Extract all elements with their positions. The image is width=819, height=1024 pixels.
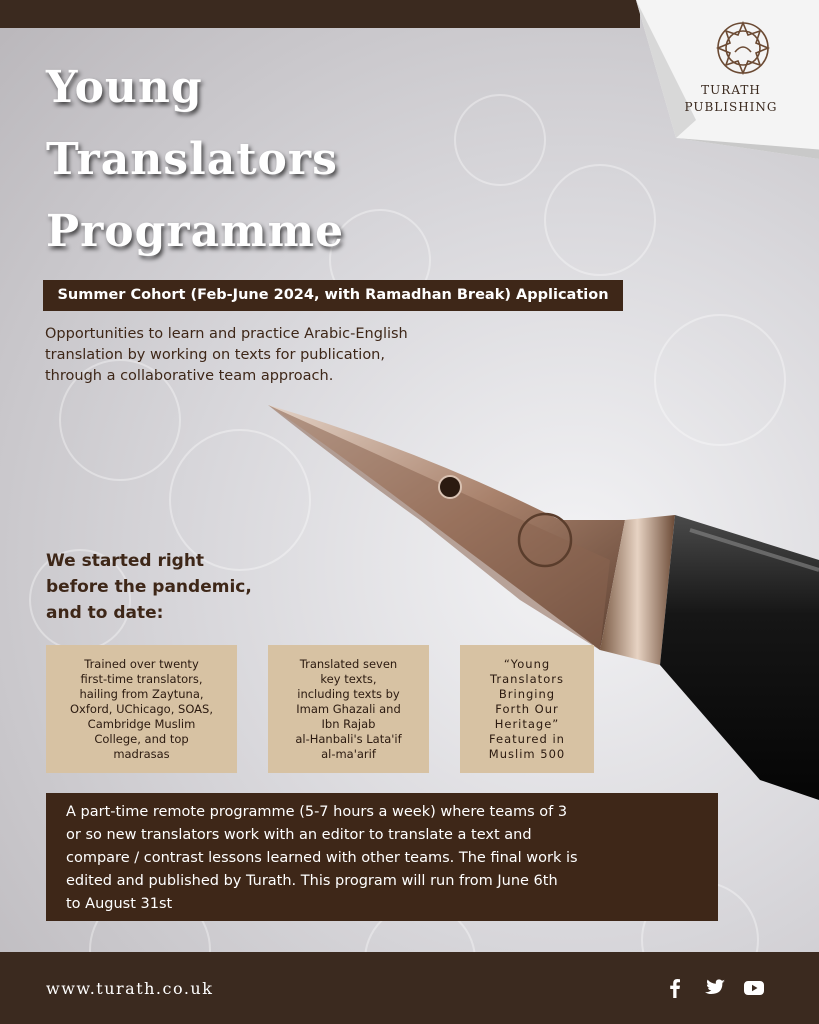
started-heading <box>46 548 276 626</box>
youtube-icon[interactable] <box>741 977 767 999</box>
title-line: Young <box>46 62 203 113</box>
stat-line: madrasas <box>113 747 170 761</box>
stat-line: Cambridge Muslim <box>87 717 196 731</box>
footer-bar <box>0 952 819 1024</box>
stat-line: first-time translators, <box>80 672 203 686</box>
stat-box-trained <box>46 645 237 773</box>
intro-line: translation by working on texts for publication, <box>45 347 385 363</box>
twitter-icon[interactable] <box>701 977 727 999</box>
stat-box-featured <box>460 645 594 773</box>
intro-line: Opportunities to learn and practice Arabic-English <box>45 326 408 342</box>
started-line: We started right <box>46 551 205 571</box>
programme-description <box>46 793 718 921</box>
brand-name-line: TURATH <box>701 83 761 97</box>
description-line: to August 31st <box>66 896 173 912</box>
stat-line: Ibn Rajab <box>321 717 376 731</box>
stat-line: hailing from Zaytuna, <box>79 687 204 701</box>
stat-line: al-Hanbali's Lata'if <box>295 732 402 746</box>
stat-line: Heritage” <box>494 717 560 731</box>
stat-line: Bringing <box>498 687 556 701</box>
cohort-banner: Summer Cohort (Feb-June 2024, with Ramadhan Break) Application <box>43 280 623 311</box>
stat-line: College, and top <box>94 732 189 746</box>
stat-box-translated <box>268 645 429 773</box>
stat-line: “Young <box>503 657 551 671</box>
title-line: Translators <box>46 134 338 185</box>
stat-line: Imam Ghazali and <box>296 702 401 716</box>
description-line: compare / contrast lessons learned with other teams. The final work is <box>66 850 578 866</box>
started-line: and to date: <box>46 603 164 623</box>
website-url[interactable]: www.turath.co.uk <box>46 979 214 998</box>
description-line: or so new translators work with an editor to translate a text and <box>66 827 532 843</box>
stat-line: Forth Our <box>495 702 559 716</box>
stat-line: Featured in <box>489 732 565 746</box>
description-line: edited and published by Turath. This program will run from June 6th <box>66 873 558 889</box>
facebook-icon[interactable] <box>662 977 688 999</box>
stat-line: Oxford, UChicago, SOAS, <box>70 702 213 716</box>
stat-line: Translators <box>490 672 564 686</box>
stat-line: Trained over twenty <box>84 657 199 671</box>
stat-line: Muslim 500 <box>488 747 566 761</box>
brand-name-line: PUBLISHING <box>684 100 778 114</box>
started-line: before the pandemic, <box>46 577 252 597</box>
stat-line: key texts, <box>320 672 377 686</box>
stat-line: including texts by <box>297 687 400 701</box>
title-line: Programme <box>46 206 345 257</box>
stat-line: Translated seven <box>299 657 398 671</box>
intro-line: through a collaborative team approach. <box>45 368 334 384</box>
description-line: A part-time remote programme (5-7 hours a week) where teams of 3 <box>66 804 568 820</box>
stat-line: al-ma'arif <box>321 747 376 761</box>
